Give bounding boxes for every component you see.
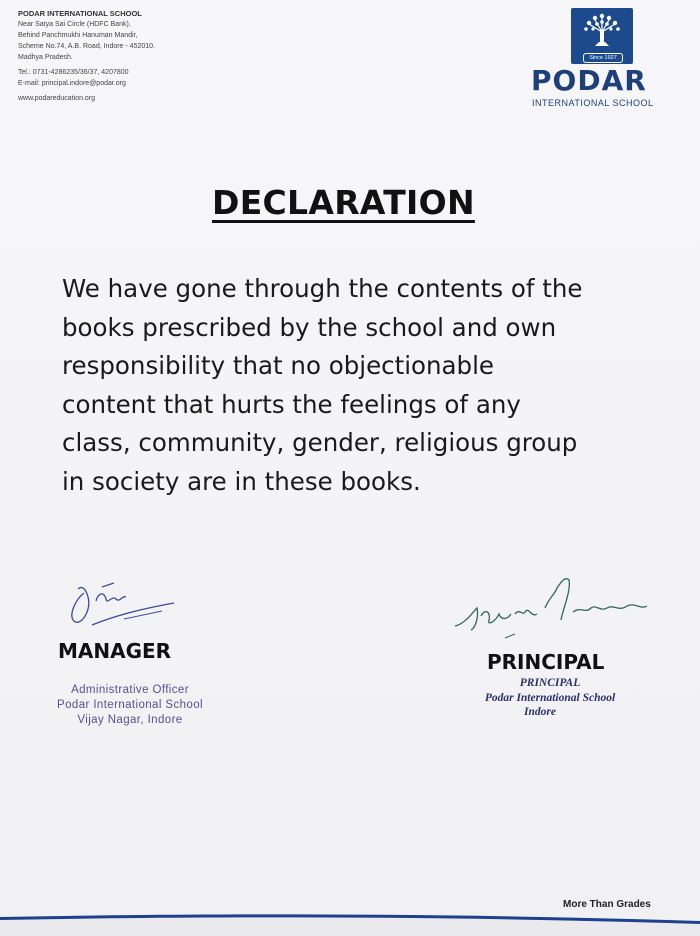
- footer-band: [0, 911, 700, 936]
- body-line: in society are in these books.: [62, 466, 421, 496]
- body-line: content that hurts the feelings of any: [62, 389, 521, 419]
- logo-since-badge: Since 1927: [583, 53, 623, 63]
- stamp-line: Podar International School: [57, 699, 203, 711]
- stamp-line: Vijay Nagar, Indore: [77, 714, 183, 726]
- address-line: Scheme No.74, A.B. Road, Indore - 452010.: [18, 43, 155, 50]
- school-logo: [571, 8, 633, 64]
- body-line: books prescribed by the school and own: [62, 312, 557, 342]
- address-line: Near Satya Sai Circle (HDFC Bank),: [18, 21, 131, 28]
- declaration-body: [62, 270, 662, 501]
- footer-tagline: More Than Grades: [563, 899, 651, 910]
- address-line: Behind Panchmukhi Hanuman Mandir,: [18, 32, 138, 39]
- school-name: PODAR INTERNATIONAL SCHOOL: [18, 9, 142, 18]
- principal-title: PRINCIPAL: [487, 650, 605, 674]
- website-link: www.podareducation.org: [18, 95, 96, 102]
- manager-signature: [62, 575, 192, 635]
- stamp-line: Administrative Officer: [71, 684, 189, 696]
- address-line: Madhya Pradesh.: [18, 54, 73, 61]
- letterhead-address: [18, 8, 155, 104]
- email-address: E-mail: principal.indore@podar.org: [18, 80, 126, 87]
- stamp-line: Indore: [524, 706, 556, 718]
- principal-stamp: [430, 676, 670, 720]
- body-line: class, community, gender, religious group: [62, 428, 578, 457]
- stamp-line: PRINCIPAL: [519, 677, 581, 689]
- body-line: responsibility that no objectionable: [62, 351, 494, 380]
- page-title: DECLARATION: [212, 183, 475, 222]
- manager-title: MANAGER: [58, 639, 172, 663]
- principal-signature: [445, 568, 665, 648]
- manager-stamp: [25, 683, 235, 728]
- body-line: We have gone through the contents of the: [62, 274, 583, 303]
- phone-number: Tel.: 0731-4286235/36/37, 4207800: [18, 69, 129, 76]
- tree-icon: [571, 8, 633, 54]
- logo-subtitle: INTERNATIONAL SCHOOL: [532, 98, 654, 108]
- stamp-line: Podar International School: [484, 691, 616, 704]
- logo-name: PODAR: [531, 64, 647, 97]
